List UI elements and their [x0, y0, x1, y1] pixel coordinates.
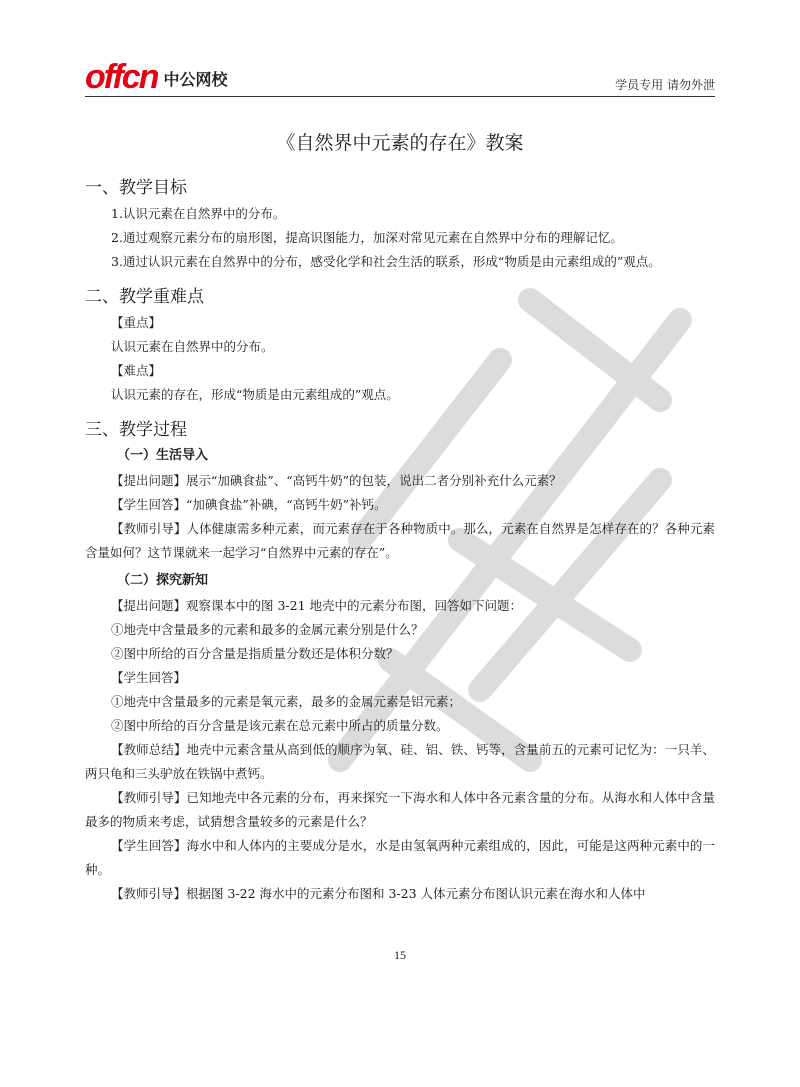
paragraph: 3.通过认识元素在自然界中的分布，感受化学和社会生活的联系，形成“物质是由元素组成的”观点。 — [111, 254, 661, 269]
paragraph: 【提出问题】观察课本中的图 3-21 地壳中的元素分布图，回答如下问题： — [111, 598, 523, 613]
paragraph: ②图中所给的百分含量是该元素在总元素中所占的质量分数。 — [111, 718, 449, 733]
paragraph: ②图中所给的百分含量是指质量分数还是体积分数？ — [111, 646, 399, 661]
subsection-heading: （二）探究新知 — [117, 573, 209, 588]
document-body — [85, 118, 715, 906]
paragraph: 【重点】 — [111, 315, 162, 330]
paragraph: 【学生回答】“加碘食盐”补碘，“高钙牛奶”补钙。 — [111, 497, 387, 512]
paragraph: 【教师引导】根据图 3-22 海水中的元素分布图和 3-23 人体元素分布图认识元素在海水和人体中 — [111, 886, 646, 901]
brand-logo — [85, 60, 228, 94]
page-header — [85, 58, 715, 98]
section-heading: 三、教学过程 — [85, 420, 187, 440]
subsection-heading: （一）生活导入 — [117, 448, 209, 463]
paragraph: 【学生回答】 — [111, 670, 187, 685]
header-divider — [85, 96, 715, 97]
logo-chinese-text: 中公网校 — [163, 70, 228, 89]
paragraph: 认识元素的存在，形成“物质是由元素组成的”观点。 — [111, 387, 399, 402]
paragraph: ①地壳中含量最多的元素是氧元素，最多的金属元素是铝元素； — [111, 694, 462, 709]
paragraph: 2.通过观察元素分布的扇形图，提高识图能力，加深对常见元素在自然界中分布的理解记忆。 — [111, 230, 623, 245]
document-title: 《自然界中元素的存在》教案 — [276, 132, 524, 154]
paragraph: ①地壳中含量最多的元素和最多的金属元素分别是什么？ — [111, 622, 424, 637]
paragraph: 【难点】 — [111, 363, 162, 378]
paragraph: 【提出问题】展示“加碘食盐”、“高钙牛奶”的包装，说出二者分别补充什么元素？ — [111, 473, 562, 488]
paragraph: 认识元素在自然界中的分布。 — [111, 339, 274, 354]
confidential-note: 学员专用 请勿外泄 — [615, 78, 715, 92]
paragraph: 1.认识元素在自然界中的分布。 — [111, 206, 286, 221]
paragraph: 【教师引导】人体健康需多种元素，而元素存在于各种物质中。那么，元素在自然界是怎样存在的？各种元素含量如何？这节课就来一起学习“自然界中元素的存在”。 — [85, 521, 715, 560]
section-heading: 一、教学目标 — [85, 178, 187, 198]
paragraph: 【教师总结】地壳中元素含量从高到低的顺序为氧、硅、铝、铁、钙等，含量前五的元素可记忆为：一只羊、两只龟和三头驴放在铁锅中煮钙。 — [85, 742, 715, 781]
logo-latin-text: offcn — [85, 58, 158, 96]
paragraph: 【教师引导】已知地壳中各元素的分布，再来探究一下海水和人体中各元素含量的分布。从海水和人体中含量最多的物质来考虑，试猜想含量较多的元素是什么？ — [85, 790, 715, 829]
paragraph: 【学生回答】海水中和人体内的主要成分是水，水是由氢氧两种元素组成的，因此，可能是这两种元素中的一种。 — [85, 838, 715, 877]
section-heading: 二、教学重难点 — [85, 287, 204, 307]
page-number: 15 — [394, 948, 406, 962]
